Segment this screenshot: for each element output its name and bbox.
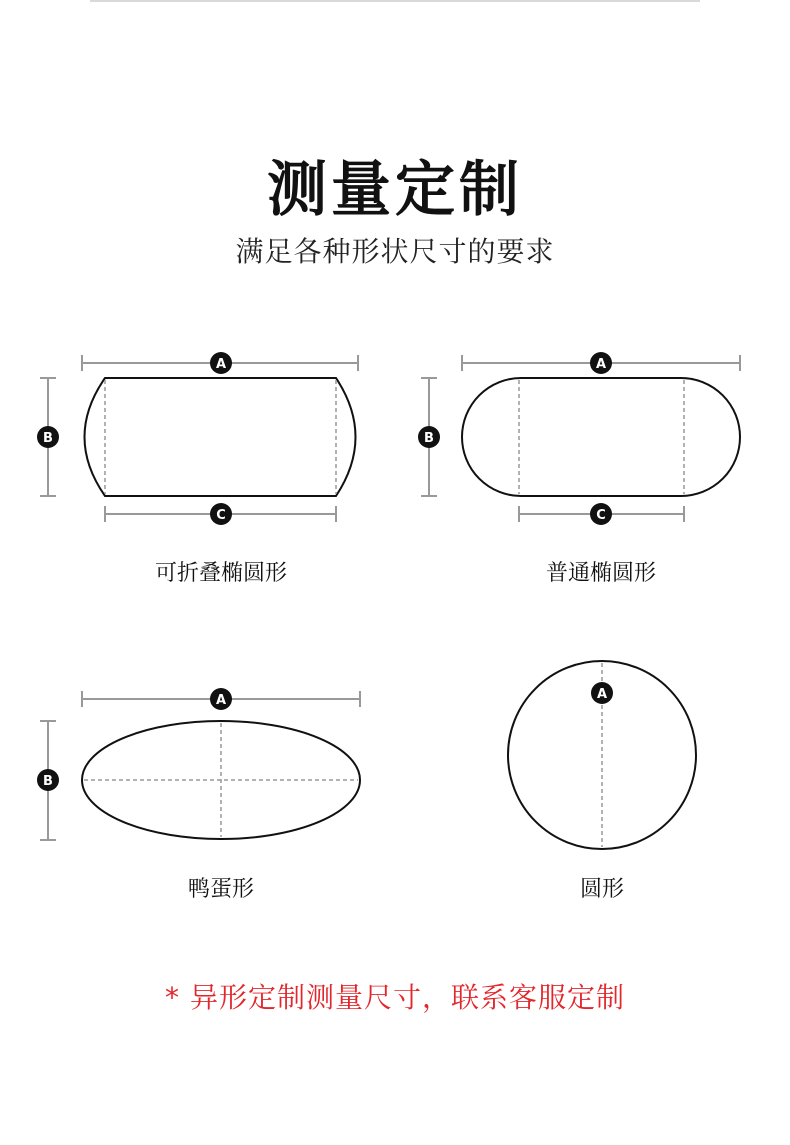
marker-b-text: B <box>424 431 434 446</box>
egg-shape-figure <box>37 688 360 840</box>
marker-a-text: A <box>595 357 607 372</box>
marker-a-text: A <box>596 687 608 702</box>
axis-lines <box>84 723 358 837</box>
marker-b-text: B <box>43 774 53 789</box>
marker-a-badge <box>210 352 232 374</box>
custom-shape-note: * 异形定制测量尺寸，联系客服定制 <box>165 981 625 1014</box>
marker-b-badge <box>37 426 59 448</box>
marker-b-badge <box>37 769 59 791</box>
marker-c-badge <box>590 503 612 525</box>
straight-section-lines <box>519 380 684 494</box>
marker-b-badge <box>418 426 440 448</box>
marker-a-badge <box>590 352 612 374</box>
foldable-oval-outline <box>85 378 356 496</box>
fold-lines <box>105 380 336 494</box>
marker-c-text: C <box>596 508 606 523</box>
marker-a-text: A <box>215 357 227 372</box>
circle-label: 圆形 <box>579 877 624 902</box>
foldable-oval-figure <box>37 352 358 525</box>
marker-a-badge <box>210 688 232 710</box>
marker-c-text: C <box>216 508 226 523</box>
marker-a-text: A <box>215 693 227 708</box>
marker-a-badge <box>591 682 613 704</box>
regular-oval-label: 普通椭圆形 <box>545 561 656 586</box>
egg-shape-label: 鸭蛋形 <box>187 877 254 902</box>
regular-oval-figure <box>418 352 740 525</box>
circle-figure <box>508 661 696 849</box>
page-subtitle: 满足各种形状尺寸的要求 <box>235 235 555 268</box>
page-title: 测量定制 <box>267 155 523 225</box>
marker-c-badge <box>210 503 232 525</box>
regular-oval-outline <box>462 378 740 496</box>
foldable-oval-label: 可折叠椭圆形 <box>154 561 287 586</box>
marker-b-text: B <box>43 431 53 446</box>
